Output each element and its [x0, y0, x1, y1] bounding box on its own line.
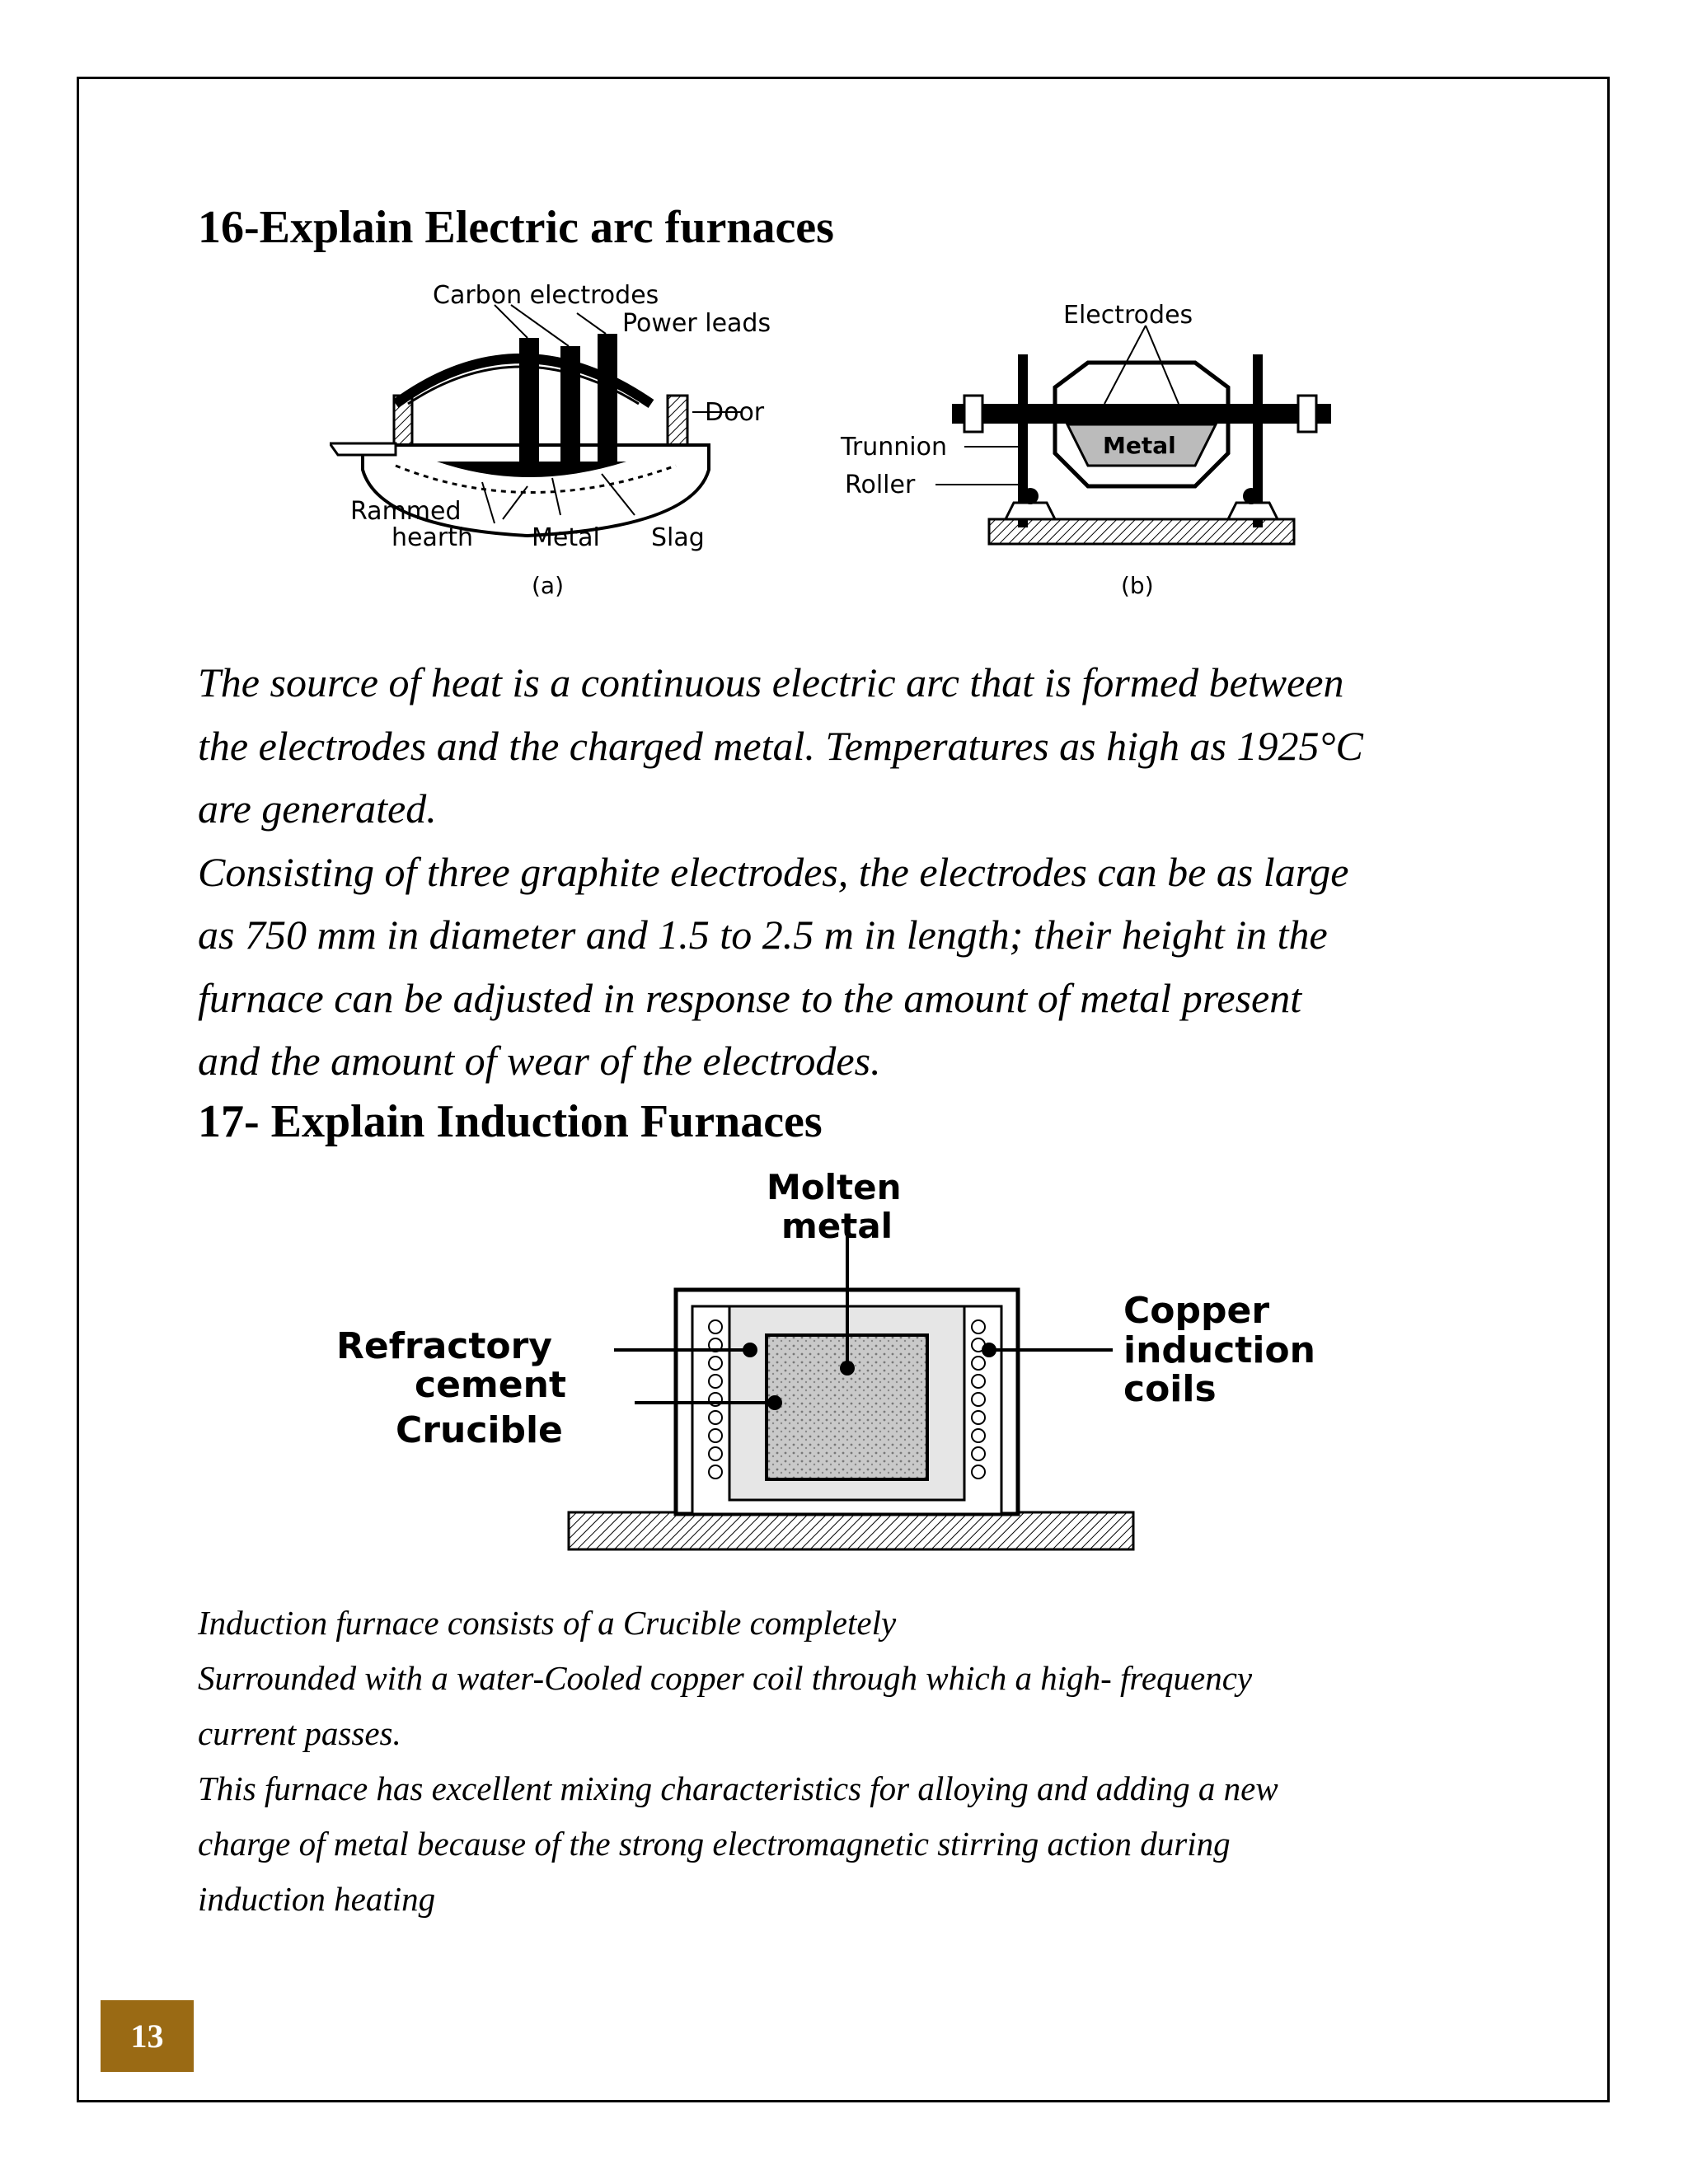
label-metal-a: Metal — [532, 523, 600, 552]
label-rammed: Rammed — [350, 497, 462, 526]
induction-furnace-drawing — [569, 1228, 1133, 1549]
label-crucible: Crucible — [396, 1409, 563, 1451]
label-refractory: Refractory — [336, 1325, 552, 1367]
label-hearth: hearth — [392, 523, 473, 552]
caption-b: (b) — [1121, 572, 1154, 599]
label-cement: cement — [415, 1364, 566, 1406]
label-copper: Copper — [1123, 1290, 1270, 1332]
label-slag: Slag — [651, 523, 705, 552]
paragraph-line: furnace can be adjusted in response to the amount of metal present — [198, 974, 1302, 1021]
paragraph-line: The source of heat is a continuous electric arc that is formed between — [198, 659, 1344, 705]
paragraph-line: Consisting of three graphite electrodes, the electrodes can be as large — [198, 848, 1349, 895]
paragraph-line: Surrounded with a water-Cooled copper coil through which a high- frequency — [198, 1659, 1253, 1697]
label-electrodes-b: Electrodes — [1063, 301, 1193, 330]
label-power-leads: Power leads — [622, 309, 771, 338]
paragraph-line: as 750 mm in diameter and 1.5 to 2.5 m in length; their height in the — [198, 912, 1328, 958]
label-coils: coils — [1123, 1368, 1217, 1410]
label-metal-b: Metal — [1103, 432, 1176, 459]
label-molten: Molten — [767, 1167, 902, 1207]
paragraph-line: and the amount of wear of the electrodes. — [198, 1038, 881, 1084]
section-16-paragraph — [198, 651, 1484, 1093]
paragraph-line: charge of metal because of the strong electromagnetic stirring action during — [198, 1825, 1231, 1863]
label-carbon-electrodes: Carbon electrodes — [433, 281, 659, 310]
page-number: 13 — [101, 2000, 194, 2072]
section-17-heading: 17- Explain Induction Furnaces — [198, 1096, 823, 1147]
paragraph-line: the electrodes and the charged metal. Temperatures as high as 1925°C — [198, 722, 1363, 769]
caption-a: (a) — [532, 572, 565, 599]
label-trunnion: Trunnion — [841, 433, 947, 462]
electric-arc-furnace-figure — [330, 280, 1401, 618]
label-metal-molten: metal — [781, 1206, 893, 1246]
label-roller: Roller — [845, 471, 916, 499]
paragraph-line: are generated. — [198, 785, 437, 832]
section-16-heading: 16-Explain Electric arc furnaces — [198, 202, 834, 253]
paragraph-line: Induction furnace consists of a Crucible completely — [198, 1604, 897, 1642]
paragraph-line: This furnace has excellent mixing characteristics for alloying and adding a new — [198, 1769, 1278, 1807]
label-induction: induction — [1123, 1329, 1315, 1371]
paragraph-line: current passes. — [198, 1714, 401, 1752]
induction-furnace-figure — [330, 1162, 1401, 1566]
paragraph-line: induction heating — [198, 1880, 436, 1918]
section-17-paragraph — [198, 1596, 1484, 1927]
label-door: Door — [705, 398, 765, 427]
